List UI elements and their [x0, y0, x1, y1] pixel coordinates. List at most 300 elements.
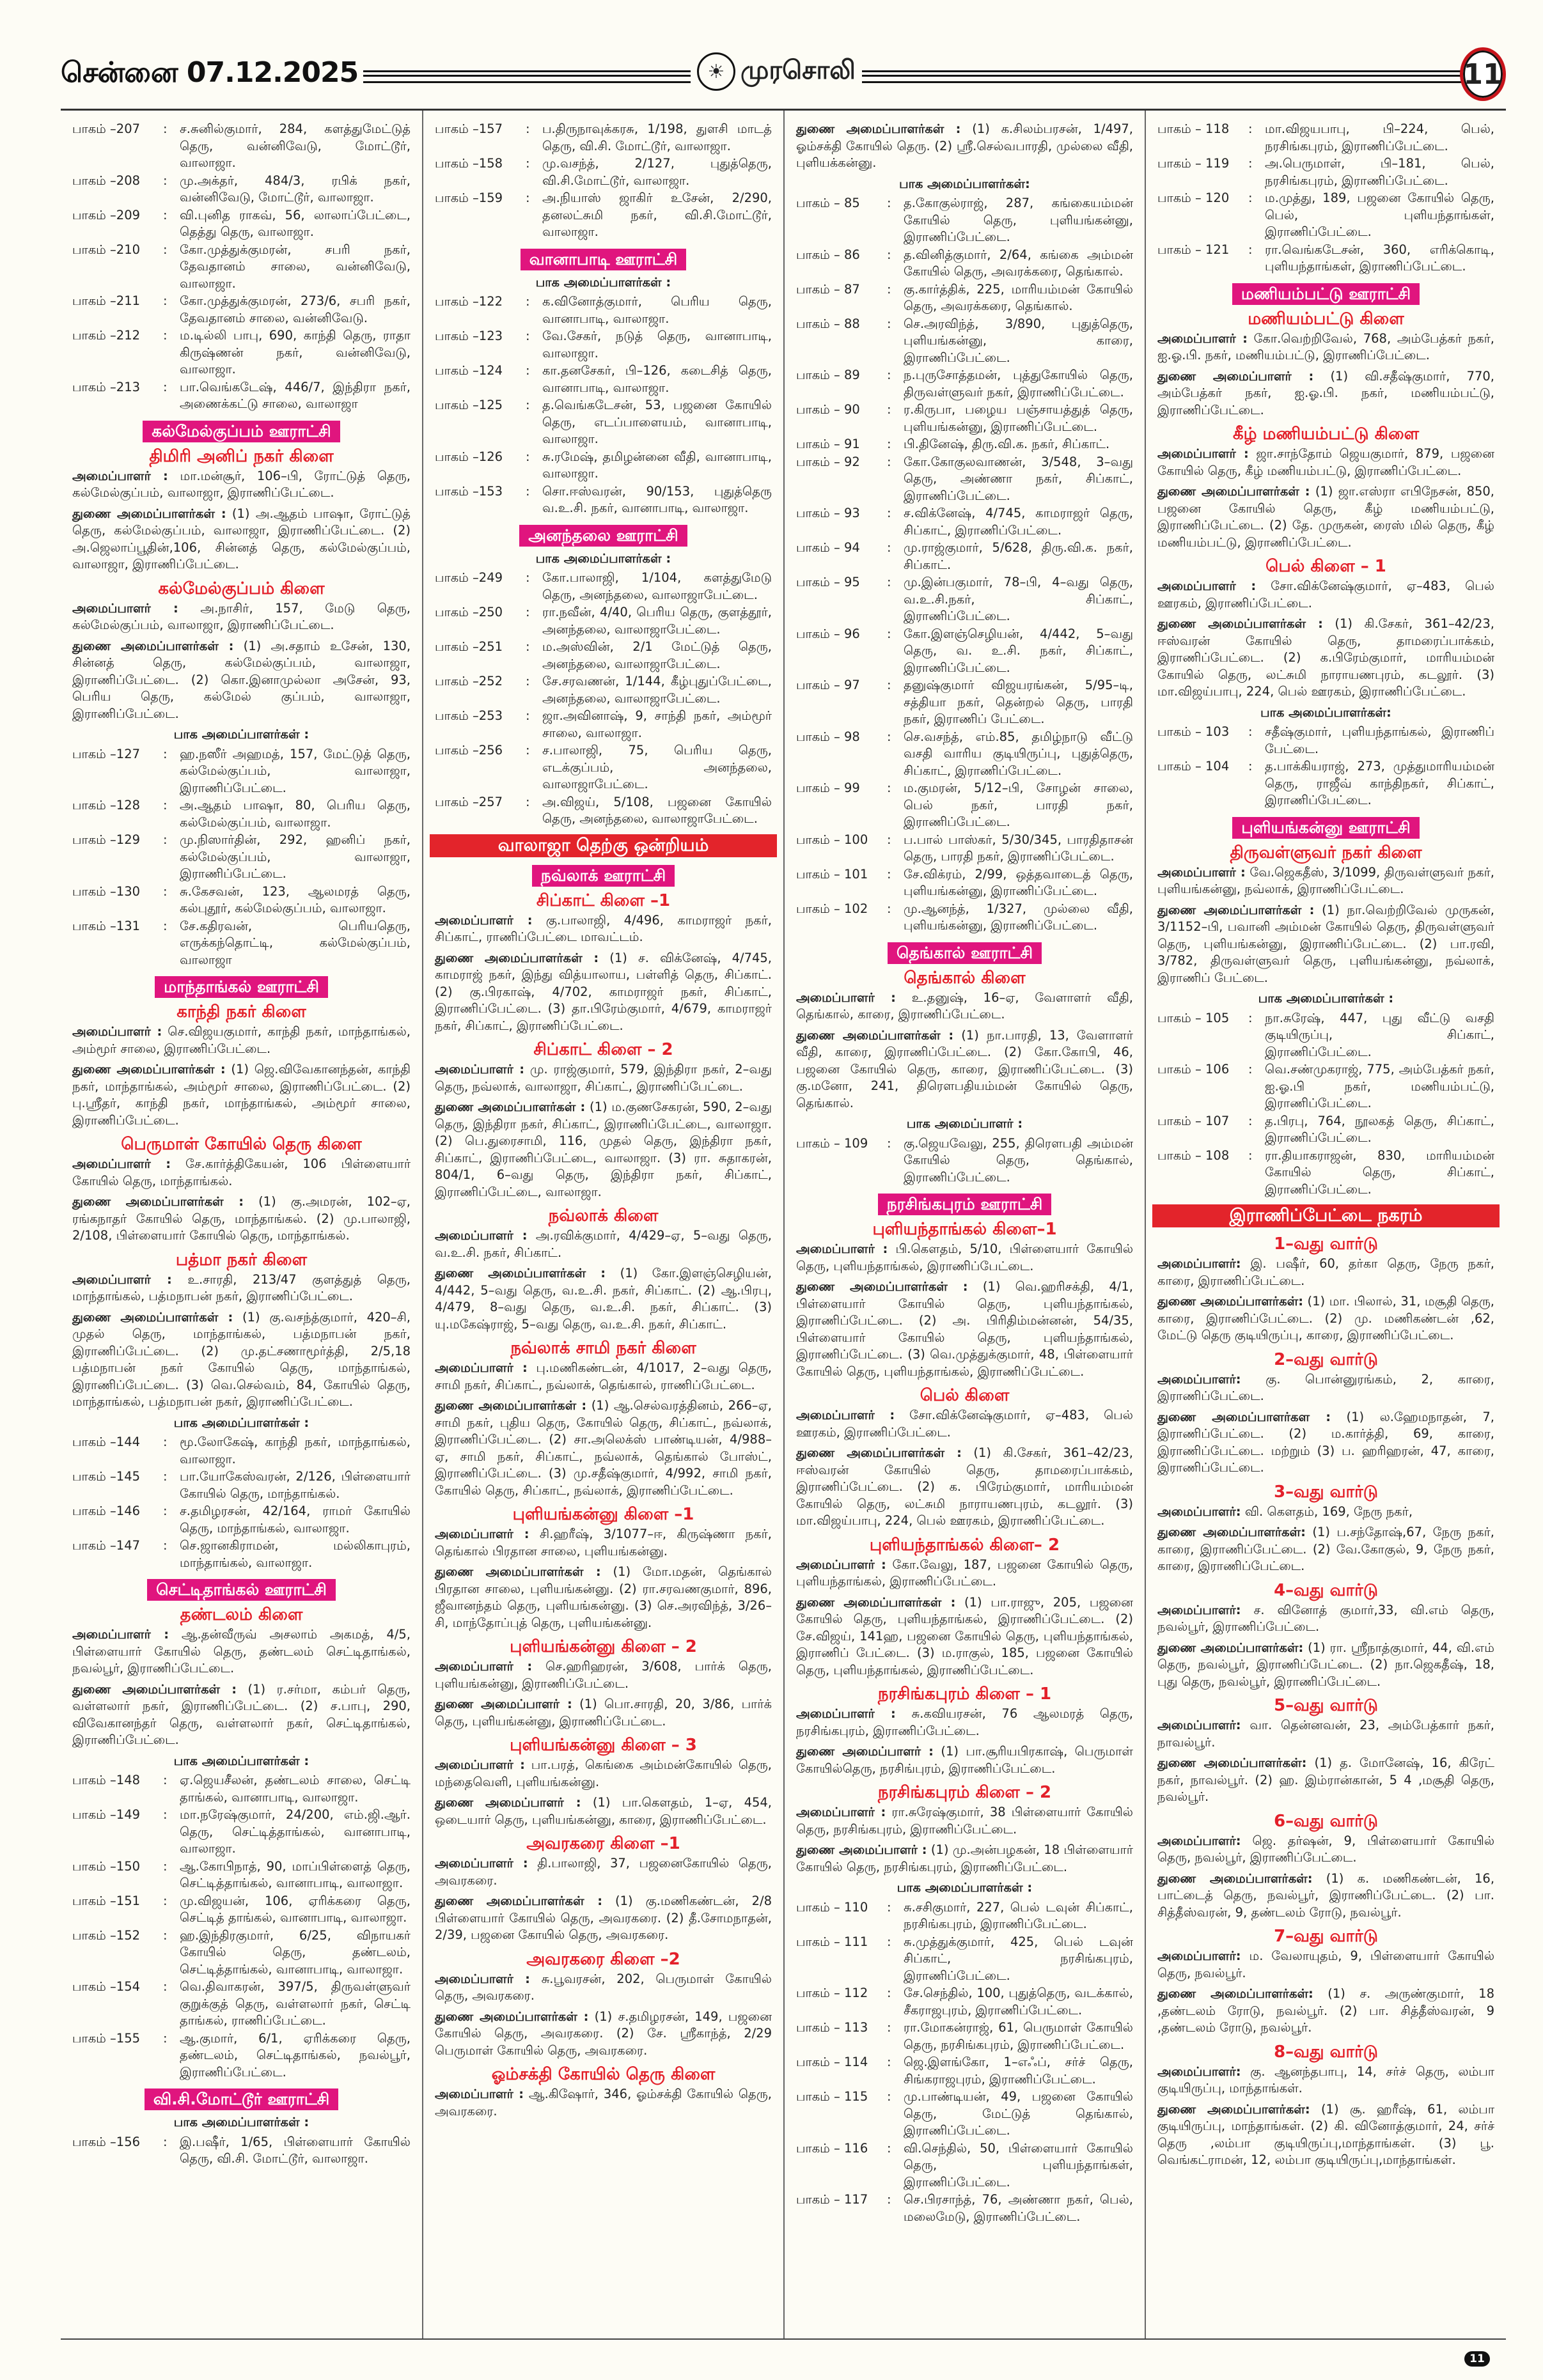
- booth-number: பாகம் – 102: [796, 901, 868, 916]
- role-details: (1) சூ. ஹரீஷ், 61, லம்பா குடியிருப்பு, மாந்தாங்கள். (2) கி. வினோத்குமார், 24, சர்ச் தெரு ,லம்பா குடியிருப்பு,மாந்தாங்கள். (3) பூ. வெங்கட்ராமன், 12, லம்பா குடியிருப்பு,மாந்தாங்கள்.: [1157, 2101, 1495, 2167]
- organiser-paragraph: [72, 1156, 411, 1190]
- booth-entry: [435, 155, 772, 189]
- role-label: அமைப்பாளர் :: [435, 1971, 530, 1986]
- booth-number: பாகம் – 119: [1157, 156, 1230, 171]
- separator: :: [163, 173, 168, 188]
- booth-organiser: சே.சரவணன், 1/144, கீழ்புதுப்பேட்டை, அனந்தலை, வாலாஜாபேட்டை.: [542, 674, 772, 706]
- booth-organiser: ச.சுனில்குமார், 284, களத்துமேட்டுத் தெரு, வன்னிவேடு, மோட்டூர், வாலாஜா.: [180, 121, 411, 170]
- booth-organiser: அ.விஜய், 5/108, பஜனை கோயில் தெரு, அனந்தலை, வாலாஜாபேட்டை.: [542, 794, 772, 826]
- organiser-paragraph: [1157, 483, 1494, 551]
- role-label: துணை அமைப்பாளர்கள் :: [1157, 902, 1315, 917]
- booth-number: பாகம் –213: [72, 379, 141, 394]
- booth-number: பாகம் – 113: [796, 2020, 868, 2035]
- booth-organiser: பி.தினேஷ், திரு.வி.க. நகர், சிப்காட்.: [904, 437, 1110, 451]
- separator: :: [163, 1504, 168, 1518]
- booth-entry: [796, 866, 1133, 900]
- separator: :: [887, 454, 891, 469]
- booth-number: பாகம் –144: [72, 1435, 141, 1449]
- booth-number: பாகம் – 105: [1157, 1010, 1230, 1025]
- dateline: சென்னை 07.12.2025: [61, 56, 363, 93]
- booth-entry: [796, 401, 1133, 435]
- booth-number: பாகம் –207: [72, 121, 141, 136]
- booth-organiser: ஹ.இந்திரகுமார், 6/25, விநாயகர் கோயில் தெரு, தண்டலம், செட்டித்தாங்கல், வானாபாடி, வாலாஜா.: [180, 1927, 411, 1977]
- booth-organiser: பா.வெங்கடேஷ், 446/7, இந்திரா நகர், அணைக்கட்டு சாலை, வாலாஜா: [180, 379, 411, 411]
- separator: :: [887, 626, 891, 641]
- booth-number: பாகம் –152: [72, 1927, 141, 1943]
- separator: :: [163, 883, 168, 899]
- organiser-paragraph: [796, 1557, 1133, 1591]
- role-label: துணை அமைப்பாளர்கள்:: [1157, 2101, 1310, 2117]
- role-details: (1) கு.மணிகண்டன், 2/8 பிள்ளையார் கோயில் தெரு, அவரகரை. (2) தீ.சோமநாதன், 2/39, பஜனை கோயில் தெரு, அவரகரை.: [435, 1894, 772, 1942]
- branch-heading: பெல் கிளை – 1: [1265, 557, 1386, 576]
- role-details: சி.ஹரீஷ், 3/1077–ஈ, கிருஷ்ணா நகர், தெங்கால் பிரதான சாலை, புளியங்கன்னு.: [435, 1527, 772, 1559]
- booth-entry: [796, 2191, 1133, 2225]
- organiser-paragraph: [1157, 1948, 1494, 1982]
- booth-number: பாகம் – 94: [796, 540, 860, 555]
- organiser-paragraph: [796, 1842, 1133, 1876]
- role-details: ஜா.சாந்தோம் ஜெயகுமார், 879, பஜனை கோயில் தெரு, கீழ் மணியம்பட்டு, இராணிப்பேட்டை.: [1157, 446, 1494, 478]
- separator: :: [887, 540, 891, 555]
- booth-number: பாகம் – 88: [796, 316, 860, 331]
- separator: :: [887, 1986, 891, 2000]
- role-details: அ.ரவிக்குமார், 4/429–ஏ, 5–வது தெரு, வ.உ.சி. நகர், சிப்காட்.: [435, 1228, 772, 1260]
- booth-entry: [72, 1927, 411, 1979]
- separator: :: [163, 1435, 168, 1449]
- separator: :: [887, 1934, 891, 1949]
- column-2: [422, 111, 783, 2338]
- separator: :: [526, 191, 530, 205]
- booth-organiser: பா.யோகேஸ்வரன், 2/126, பிள்ளையார் கோயில் தெரு, மாந்தாங்கல்.: [180, 1469, 411, 1501]
- separator: :: [163, 1773, 168, 1787]
- branch-heading: 5–வது வார்டு: [1274, 1696, 1378, 1715]
- branch-heading: நவ்லாக் கிளை: [548, 1206, 659, 1225]
- booth-number: பாகம் – 99: [796, 781, 860, 795]
- role-details: (1) கி.சேகர், 361–42/23, ஈஸ்வரன் கோயில் தெரு, தாமரைப்பாக்கம், இராணிப்பேட்டை. (2) க.பிரேம்குமார், மாரியம்மன் கோயில் தெரு, லட்சுமி நாராயணபுரம், கடலூர். (3) மா.விஜய்பாபு, 224, பெல் ஊரகம், இராணிப்பேட்டை.: [1157, 616, 1494, 699]
- separator: :: [887, 196, 891, 210]
- booth-entry: [435, 639, 772, 673]
- role-label: அமைப்பாளர் :: [1157, 579, 1257, 593]
- booth-entry: [72, 797, 411, 831]
- organiser-paragraph: [72, 1626, 411, 1677]
- booth-number: பாகம் – 103: [1157, 724, 1230, 739]
- separator: :: [163, 1807, 168, 1822]
- booth-organiser: மு.வசந்த், 2/127, புதுத்தெரு, வி.சி.மோட்டூர், வாலாஜா.: [542, 156, 772, 188]
- role-label: துணை அமைப்பாளர்கள் :: [435, 950, 599, 965]
- booth-entry: [796, 901, 1133, 935]
- separator: :: [1248, 191, 1253, 205]
- booth-organiser: கோ.கோகுலவாணன், 3/548, 3–வது தெரு, அண்ணா நகர், சிப்காட், இராணிப்பேட்டை.: [904, 454, 1133, 503]
- role-label: துணை அமைப்பாளர்கள்:: [1157, 1871, 1313, 1886]
- role-label: அமைப்பாளர் :: [796, 990, 896, 1005]
- organiser-paragraph: [435, 1526, 772, 1560]
- role-details: (1) அ.ஆதம் பாஷா, ரோட்டுத் தெரு, கல்மேல்குப்பம், வாலாஜா, இராணிப்பேட்டை. (2) அ.ஜெலாப்பூதின்,106, சின்னத் தெரு, கல்மேல்குப்பம், வாலாஜா, இராணிப்பேட்டை.: [72, 506, 411, 572]
- booth-number: பாகம் – 89: [796, 368, 860, 382]
- branch-heading: காந்தி நகர் கிளை: [176, 1002, 306, 1022]
- booth-entry: [435, 190, 772, 241]
- role-label: துணை அமைப்பாளர்கள் :: [72, 1194, 244, 1209]
- booth-number: பாகம் –257: [435, 794, 503, 809]
- role-details: மா.மன்சூர், 106–பி, ரோட்டுத் தெரு, கல்மேல்குப்பம், வாலாஜா, இராணிப்பேட்டை.: [72, 468, 411, 500]
- separator: :: [163, 798, 168, 813]
- role-details: (1) ரா. ஸ்ரீநாத்குமார், 44, வி.எம் தெரு, நவல்பூர், இராணிப்பேட்டை. (2) நா.ஜெகதீஷ், 18, புது தெரு, நவல்பூர், இராணிப்பேட்டை.: [1157, 1640, 1494, 1689]
- branch-heading: நரசிங்கபுரம் கிளை – 2: [877, 1783, 1052, 1802]
- column-1: [61, 111, 422, 2338]
- booth-organiser: கு.கார்த்திக், 225, மாரியம்மன் கோயில் தெரு, அவரக்கரை, தெங்கால்.: [904, 281, 1133, 313]
- booth-organiser: செ.வசந்த், எம்.85, தமிழ்நாடு வீட்டு வசதி வாரிய குடியிருப்பு, புதுத்தெரு, சிப்காட், இராணிப்பேட்டை.: [904, 729, 1133, 778]
- booth-organiser: மு.ராஜ்குமார், 5/628, திரு.வி.க. நகர், சிப்காட்.: [904, 540, 1133, 572]
- role-details: பு.மணிகண்டன், 4/1017, 2–வது தெரு, சாமி நகர், சிப்காட், நவ்லாக், தெங்கால், ராணிப்பேட்டை.: [435, 1360, 772, 1392]
- booth-entry: [435, 794, 772, 828]
- role-details: பி.கௌதம், 5/10, பிள்ளையார் கோயில் தெரு, புளியந்தாங்கல், இராணிப்பேட்டை.: [796, 1241, 1134, 1273]
- organiser-paragraph: [796, 1241, 1133, 1275]
- organiser-paragraph: [1157, 616, 1494, 701]
- organiser-paragraph: [72, 600, 411, 634]
- role-details: உ.சாரதி, 213/47 குளத்துத் தெரு, மாந்தாங்கல், பத்மநாபன் நகர், இராணிப்பேட்டை.: [72, 1272, 411, 1303]
- branch-heading: புளியந்தாங்கல் கிளை– 2: [869, 1535, 1060, 1555]
- panchayat-banner: செட்டிதாங்கல் ஊராட்சி: [147, 1579, 336, 1601]
- booth-organiser: ச.பாலாஜி, 75, பெரிய தெரு, எடக்குப்பம், அனந்தலை, வாலாஜாபேட்டை.: [542, 743, 772, 791]
- booth-entry: [1157, 1010, 1494, 1061]
- separator: :: [887, 1899, 891, 1915]
- role-details: (1) பா.ராஜு, 205, பஜனை கோயில் தெரு, புளியந்தாங்கல், இராணிப்பேட்டை. (2) சே.விஜய், 141ஹ, பஜனை கோயில் தெரு, புளியந்தாங்கல், இராணிப் பேட்டை. (3) ம.ராகுல், 185, பஜனை கோயில் தெரு, புளியந்தாங்கல், இராணிப்பேட்டை.: [796, 1594, 1133, 1677]
- role-details: ச. வினோத் குமார்,33, வி.எம் தெரு, நவல்பூர், இராணிப்பேட்டை.: [1157, 1602, 1494, 1634]
- role-details: அ.நாசிர், 157, மேடு தெரு, கல்மேல்குப்பம், வாலாஜா, இராணிப்பேட்டை.: [72, 600, 411, 632]
- organiser-paragraph: [1157, 446, 1494, 479]
- booth-entry: [796, 1135, 1133, 1186]
- booth-number: பாகம் – 120: [1157, 191, 1230, 205]
- booth-number: பாகம் –123: [435, 329, 503, 343]
- organiser-paragraph: [796, 1804, 1133, 1838]
- subheading: பாக அமைப்பாளர்கள் :: [1258, 991, 1394, 1006]
- booth-number: பாகம் – 109: [796, 1135, 868, 1151]
- booth-organiser: மு.பாண்டியன், 49, பஜனை கோயில் தெரு, மேட்டுத் தெங்கால், இராணிப்பேட்டை.: [904, 2089, 1133, 2138]
- booth-organiser: ர.கிருபா, பழைய பஞ்சாயத்துத் தெரு, புளியங்கன்னு, இராணிப்பேட்டை.: [904, 402, 1133, 434]
- role-label: துணை அமைப்பாளர் :: [796, 1842, 927, 1857]
- separator: :: [526, 121, 530, 136]
- booth-entry: [796, 2019, 1133, 2053]
- booth-organiser: மா.விஜயபாபு, பி–224, பெல், நரசிங்கபுரம், இராணிப்பேட்டை.: [1265, 121, 1494, 153]
- booth-entry: [435, 742, 772, 793]
- branch-heading: நரசிங்கபுரம் கிளை – 1: [877, 1684, 1052, 1704]
- booth-organiser: சு.ரமேஷ், தமிழன்னை வீதி, வானாபாடி, வாலாஜா.: [542, 449, 772, 481]
- booth-number: பாகம் –131: [72, 918, 141, 933]
- role-label: துணை அமைப்பாளர் :: [796, 1744, 934, 1759]
- organiser-paragraph: [72, 1023, 411, 1057]
- booth-number: பாகம் –208: [72, 173, 141, 188]
- role-label: அமைப்பாளர் :: [796, 1557, 886, 1572]
- booth-entry: [796, 1934, 1133, 1985]
- booth-number: பாகம் –145: [72, 1469, 141, 1484]
- booth-entry: [72, 173, 411, 206]
- booth-organiser: மு.நிஸார்தின், 292, ஹனிப் நகர், கல்மேல்குப்பம், வாலாஜா, இராணிப்பேட்டை.: [180, 832, 411, 881]
- booth-organiser: அ.பெருமாள், பி–181, பெல், நரசிங்கபுரம், இராணிப்பேட்டை.: [1265, 156, 1494, 188]
- organiser-paragraph: [1157, 1293, 1494, 1344]
- branch-heading: திருவள்ளுவர் நகர் கிளை: [1230, 843, 1422, 862]
- booth-entry: [796, 2088, 1133, 2140]
- booth-organiser: கோ.இளஞ்செழியன், 4/442, 5–வது தெரு, வ. உ.சி. நகர், சிப்காட், இராணிப்பேட்டை.: [904, 626, 1133, 675]
- booth-organiser: ரா.தியாகராஜன், 830, மாரியம்மன் கோயில் தெரு, சிப்காட், இராணிப்பேட்டை.: [1265, 1147, 1494, 1197]
- organiser-paragraph: [796, 1407, 1133, 1441]
- role-label: துணை அமைப்பாளர்கள் :: [435, 1266, 606, 1280]
- separator: :: [1248, 759, 1253, 774]
- organiser-paragraph: [796, 121, 1133, 172]
- panchayat-banner: கல்மேல்குப்பம் ஊராட்சி: [143, 421, 340, 442]
- booth-entry: [72, 883, 411, 917]
- separator: :: [1248, 1062, 1253, 1077]
- role-details: உ.தனுஷ், 16–ஏ, வேளாளர் வீதி, தெங்கால், காரை, இராணிப்பேட்டை.: [796, 990, 1133, 1022]
- role-details: கு.பாலாஜி, 4/496, காமராஜர் நகர், சிப்காட், ராணிப்பேட்டை மாவட்டம்.: [435, 912, 772, 944]
- role-label: துணை அமைப்பாளர் :: [435, 1697, 572, 1711]
- role-details: (1) ச.தமிழரசன், 149, பஜனை கோயில் தெரு, அவரகரை. (2) சே. ஸ்ரீகாந்த், 2/29 பெருமாள் கோயில் தெரு, அவரகரை.: [435, 2009, 772, 2058]
- branch-heading: ஓம்சக்தி கோயில் தெரு கிளை: [491, 2065, 716, 2084]
- role-details: ம. வேலாயுதம், 9, பிள்ளையார் கோயில் தெரு, நவல்பூர்.: [1157, 1948, 1495, 1980]
- separator: :: [526, 483, 530, 499]
- booth-organiser: சு.முத்துக்குமார், 425, பெல் டவுன் சிப்காட், நரசிங்கபுரம், இராணிப்பேட்டை.: [904, 1934, 1133, 1983]
- subheading: பாக அமைப்பாளர்கள் :: [173, 1753, 309, 1768]
- booth-number: பாகம் – 108: [1157, 1147, 1230, 1163]
- booth-number: பாகம் – 107: [1157, 1113, 1230, 1128]
- role-label: துணை அமைப்பாளர்கள்:: [1157, 1986, 1313, 2001]
- booth-number: பாகம் –147: [72, 1538, 141, 1553]
- separator: :: [163, 207, 168, 222]
- role-label: துணை அமைப்பாளர்கள் :: [72, 1062, 226, 1077]
- organiser-paragraph: [435, 1397, 772, 1499]
- booth-number: பாகம் –252: [435, 674, 503, 688]
- role-details: (1) கு.அமரன், 102–ஏ, ரங்கநாதர் கோயில் தெரு, மாந்தாங்கல். (2) மு.பாலாஜி, 2/108, பிள்ளையார் கோயில் தெரு, மாந்தாங்கல்.: [72, 1194, 411, 1243]
- booth-organiser: ம.முத்து, 189, பஜனை கோயில் தெரு, பெல், புளியந்தாங்கள், இராணிப்பேட்டை.: [1265, 191, 1494, 239]
- organiser-paragraph: [796, 990, 1133, 1023]
- booth-entry: [796, 780, 1133, 831]
- role-label: அமைப்பாளர் :: [796, 1706, 896, 1721]
- booth-number: பாகம் – 85: [796, 196, 860, 210]
- booth-entry: [72, 1979, 411, 2030]
- role-label: அமைப்பாளர் :: [435, 1062, 525, 1077]
- role-label: துணை அமைப்பாளர்கள் :: [796, 121, 961, 136]
- role-label: அமைப்பாளர் :: [72, 1156, 171, 1171]
- role-details: கோ.வெற்றிவேல், 768, அம்பேத்கர் நகர், ஐ.ஓ.பி. நகர், மணியம்பட்டு, இராணிப்பேட்டை.: [1157, 331, 1494, 362]
- booth-number: பாகம் –128: [72, 798, 141, 813]
- booth-entry: [72, 1807, 411, 1858]
- role-label: துணை அமைப்பாளர்கள் :: [796, 1279, 968, 1294]
- organiser-paragraph: [435, 1757, 772, 1791]
- booth-number: பாகம் – 98: [796, 729, 860, 744]
- separator: :: [526, 674, 530, 688]
- separator: :: [163, 1858, 168, 1874]
- booth-organiser: ம.டில்லி பாபு, 690, காந்தி தெரு, ராதா கிருஷ்ணன் நகர், வன்னிவேடு, வாலாஜா.: [180, 328, 411, 377]
- role-label: துணை அமைப்பாளர்கள் :: [72, 1309, 233, 1325]
- role-details: (1) வி.சதீஷ்குமார், 770, அம்பேத்கர் நகர், ஐ.ஓ.பி. நகர், மணியம்பட்டு, இராணிப்பேட்டை.: [1157, 368, 1494, 417]
- organiser-paragraph: [1157, 1409, 1494, 1477]
- booth-entry: [72, 207, 411, 241]
- branch-heading: 1–வது வார்டு: [1274, 1234, 1378, 1254]
- booth-organiser: ரா.நவீன், 4/40, பெரிய தெரு, குளத்தூர், அனந்தலை, வாலாஜாபேட்டை.: [542, 605, 772, 637]
- booth-number: பாகம் –151: [72, 1893, 141, 1908]
- separator: :: [163, 1893, 168, 1908]
- role-label: துணை அமைப்பாளர்கள் :: [72, 638, 234, 653]
- role-label: துணை அமைப்பாளர்கள் :: [72, 506, 226, 521]
- role-label: அமைப்பாளர் :: [435, 1228, 528, 1243]
- branch-heading: நவ்லாக் சாமி நகர் கிளை: [510, 1339, 696, 1358]
- role-label: அமைப்பாளர் :: [1157, 331, 1248, 346]
- role-details: ஜெ. தர்ஷன், 9, பிள்ளையார் கோயில் தெரு, நவல்பூர், இராணிப்பேட்டை.: [1157, 1833, 1495, 1865]
- booth-number: பாகம் – 115: [796, 2089, 868, 2104]
- booth-number: பாகம் – 97: [796, 678, 860, 692]
- booth-entry: [435, 293, 772, 327]
- separator: :: [163, 121, 168, 136]
- panchayat-banner: புளியங்கன்னு ஊராட்சி: [1232, 817, 1419, 839]
- role-label: துணை அமைப்பாளர்கள் :: [1157, 616, 1323, 631]
- role-details: (1) ஆ.செல்வரத்தினம், 266–ஏ, சாமி நகர், புதிய தெரு, கோயில் தெரு, சிப்காட், நவ்லாக், இராணிப்பேட்டை. (2) சா.அலெக்ஸ் பாண்டியன், 4/988–ஏ, சாமி நகர், சிப்காட், நவ்லாக், தெங்கால் போஸ்ட், இராணிப்பேட்டை. (3) மு.சதீஷ்குமார், 4/992, சாமி நகர், கோயில் தெரு, சிப்காட், நவ்லாக், இராணிப்பேட்டை.: [435, 1398, 772, 1498]
- booth-number: பாகம் –159: [435, 191, 503, 205]
- booth-organiser: கோ.பாலாஜி, 1/104, களத்துமேடு தெரு, அனந்தலை, வாலாஜாபேட்டை.: [542, 570, 772, 602]
- organiser-paragraph: [72, 1061, 411, 1129]
- role-details: சே.கார்த்திகேயன், 106 பிள்ளையார் கோயில் தெரு, மாந்தாங்கல்.: [72, 1156, 411, 1188]
- role-label: அமைப்பாளர்:: [1157, 1602, 1241, 1617]
- role-details: (1) மா. பிலால், 31, மசூதி தெரு, காரை, இராணிப்பேட்டை. (2) மு. மணிகண்டன் ,62, மேட்டு தெரு குடியிருப்பு, காரை, இராணிப்பேட்டை.: [1157, 1294, 1495, 1342]
- role-label: அமைப்பாளர் :: [435, 1856, 528, 1871]
- panchayat-banner: நரசிங்கபுரம் ஊராட்சி: [878, 1194, 1052, 1215]
- organiser-paragraph: [796, 1706, 1133, 1739]
- booth-organiser: த.பிரபு, 764, நூலகத் தெரு, சிப்காட், இராணிப்பேட்டை.: [1265, 1113, 1494, 1145]
- booth-number: பாகம் –157: [435, 121, 503, 136]
- branch-heading: பெருமாள் கோயில் தெரு கிளை: [121, 1135, 362, 1154]
- role-details: சு.கவியரசன், 76 ஆலமரத் தெரு, நரசிங்கபுரம், இராணிப்பேட்டை.: [796, 1706, 1133, 1738]
- booth-number: பாகம் – 93: [796, 506, 860, 520]
- booth-number: பாகம் – 95: [796, 575, 860, 589]
- separator: :: [1248, 1113, 1253, 1128]
- role-details: (1) ம.குணசேகரன், 590, 2–வது தெரு, இந்திரா நகர், சிப்காட், இராணிப்பேட்டை, வாலாஜா. (2) பெ.துரைசாமி, 116, முதல் தெரு, இந்திரா நகர், சிப்காட், இராணிப்பேட்டை, வாலாஜா. (3) ரா. சுதாகரன், 804/1, 6–வது தெரு, இந்திரா நகர், சிப்காட், இராணிப்பேட்டை, வாலாஜா.: [435, 1100, 772, 1199]
- booth-organiser: த.வெங்கடேசன், 53, பஜனை கோயில் தெரு, எடப்பாளையம், வானாபாடி, வாலாஜா.: [542, 398, 772, 446]
- booth-entry: [796, 1985, 1133, 2019]
- booth-entry: [1157, 724, 1494, 758]
- booth-organiser: மா.நரேஷ்குமார், 24/200, எம்.ஜி.ஆர். தெரு, செட்டித்தாங்கல், வானாபாடி, வாலாஜா.: [180, 1807, 411, 1856]
- booth-entry: [72, 1537, 411, 1571]
- booth-number: பாகம் – 100: [796, 832, 868, 847]
- role-label: துணை அமைப்பாளர் :: [435, 1795, 581, 1810]
- role-details: கு. ஆனந்தபாபு, 14, சர்ச் தெரு, லம்பா குடியிருப்பு, மாந்தாங்கள்.: [1157, 2064, 1494, 2096]
- booth-entry: [796, 832, 1133, 866]
- organiser-paragraph: [1157, 1640, 1494, 1691]
- booth-entry: [72, 746, 411, 797]
- separator: :: [526, 294, 530, 309]
- booth-entry: [72, 2134, 411, 2168]
- booth-entry: [796, 505, 1133, 539]
- separator: :: [163, 918, 168, 933]
- role-label: துணை அமைப்பாளர்கள்:: [1157, 1640, 1304, 1655]
- branch-heading: புளியந்தாங்கல் கிளை–1: [872, 1220, 1057, 1239]
- separator: :: [1248, 724, 1253, 739]
- organiser-paragraph: [796, 1445, 1133, 1530]
- branch-heading: 7–வது வார்டு: [1274, 1927, 1378, 1946]
- organiser-paragraph: [435, 2009, 772, 2060]
- separator: :: [163, 379, 168, 394]
- booth-organiser: ம.குமரன், 5/12–பி, சோழன் சாலை, பெல் நகர், பாரதி நகர், இராணிப்பேட்டை.: [904, 781, 1133, 829]
- separator: :: [887, 2055, 891, 2069]
- subheading: பாக அமைப்பாளர்கள் :: [173, 1415, 309, 1430]
- booth-number: பாகம் –130: [72, 883, 141, 899]
- booth-organiser: சு.கேசவன், 123, ஆலமரத் தெரு, கல்புதூர், கல்மேல்குப்பம், வாலாஜா.: [180, 883, 411, 915]
- role-details: (1) ச. அருண்குமார், 18 ,தண்டலம் ரோடு, நவல்பூர். (2) பா. சித்தீஸ்வரன், 9 ,தண்டலம் ரோடு, நவல்பூர்.: [1157, 1986, 1494, 2035]
- booth-entry: [1157, 1061, 1494, 1112]
- separator: :: [163, 1538, 168, 1553]
- booth-entry: [435, 673, 772, 707]
- union-banner: வாலாஜா தெற்கு ஒன்றியம்: [430, 834, 777, 857]
- subheading: பாக அமைப்பாளர் :: [906, 1116, 1023, 1131]
- booth-entry: [1157, 1147, 1494, 1199]
- role-label: அமைப்பாளர் :: [72, 468, 168, 483]
- booth-number: பாகம் –156: [72, 2134, 141, 2149]
- role-label: துணை அமைப்பாளர்கள் :: [796, 1027, 954, 1043]
- branch-heading: திமிரி அனிப் நகர் கிளை: [149, 446, 334, 466]
- role-details: (1) கோ.இளஞ்செழியன், 4/442, 5–வது தெரு, வ.உ.சி. நகர், சிப்காட். (2) ஆ.பிரபு, 4/479, 8–வது தெரு, வ.உ.சி. நகர், சிப்காட். (3) யு.மகேஷ்ராஜ், 5–வது தெரு, வ.உ.சி. நகர், சிப்காட்.: [435, 1266, 772, 1332]
- role-label: துணை அமைப்பாளர்கள் :: [435, 1894, 602, 1908]
- role-details: (1) மோ.மதன், தெங்கால் பிரதான சாலை, புளியங்கன்னு. (2) ரா.சரவணகுமார், 896, ஜீவானந்தம் தெரு, புளியங்கன்னு. (3) செ.அரவிந்த், 3/26–சி, மாந்தோப்புத் தெரு, புளியங்கன்னு.: [435, 1564, 772, 1630]
- organiser-paragraph: [435, 1658, 772, 1692]
- booth-entry: [72, 327, 411, 378]
- role-details: செ.ஹரிஹரன், 3/608, பார்க் தெரு, புளியங்கன்னு, இராணிப்பேட்டை.: [435, 1659, 772, 1691]
- organiser-paragraph: [1157, 864, 1494, 898]
- booth-organiser: மு.அக்தர், 484/3, ரபிக் நகர், வன்னிவேடு, மோட்டூர், வாலாஜா.: [180, 173, 411, 205]
- role-label: அமைப்பாளர் :: [435, 1360, 528, 1375]
- booth-organiser: ப.பால் பாஸ்கர், 5/30/345, பாரதிதாசன் தெரு, பாரதி நகர், இராணிப்பேட்டை.: [904, 832, 1133, 864]
- separator: :: [163, 1979, 168, 1994]
- booth-entry: [72, 1893, 411, 1927]
- booth-organiser: மு.இன்பகுமார், 78–பி, 4–வது தெரு, வ.உ.சி.நகர், சிப்காட், இராணிப்பேட்டை.: [904, 575, 1133, 623]
- role-label: அமைப்பாளர் :: [796, 1241, 888, 1256]
- branch-heading: புளியங்கன்னு கிளை – 3: [510, 1736, 697, 1755]
- booth-entry: [435, 397, 772, 448]
- separator: :: [526, 329, 530, 343]
- separator: :: [163, 328, 168, 343]
- role-label: துணை அமைப்பாளர்கள் :: [435, 1564, 601, 1579]
- booth-entry: [796, 281, 1133, 315]
- booth-entry: [72, 832, 411, 883]
- organiser-paragraph: [72, 1309, 411, 1411]
- subheading: பாக அமைப்பாளர்கள் :: [173, 2115, 309, 2129]
- role-details: செ.விஜயகுமார், காந்தி நகர், மாந்தாங்கல், அம்மூர் சாலை, இராணிப்பேட்டை.: [72, 1024, 411, 1056]
- branch-heading: அவரகரை கிளை –1: [526, 1834, 680, 1853]
- role-details: (1) ல.ஹேமநாதன், 7, இராணிப்பேட்டை. (2) ம.கார்த்தி, 69, காரை, இராணிப்பேட்டை. மற்றும் (3) ப. ஹரிஹரன், 47, காரை, இராணிப்பேட்டை.: [1157, 1409, 1494, 1475]
- panchayat-banner: நவ்லாக் ஊராட்சி: [532, 865, 675, 887]
- panchayat-banner: அனந்தலை ஊராட்சி: [519, 525, 687, 547]
- booth-number: பாகம் –158: [435, 156, 503, 171]
- role-details: (1) கி.சேகர், 361–42/23, ஈஸ்வரன் கோயில் தெரு, தாமரைப்பாக்கம், இராணிப்பேட்டை. (2) க. பிரேம்குமார், மாரியம்மன் கோயில் தெரு, லட்சுமி நாராயணபுரம், கடலூர். (3) மா.விஜய்பாபு, 224, பெல் ஊரகம், இராணிப்பேட்டை.: [796, 1445, 1133, 1528]
- organiser-paragraph: [1157, 1371, 1494, 1405]
- booth-organiser: ரா.வெங்கடேசன், 360, எரிக்கொடி, புளியந்தாங்கள், இராணிப்பேட்டை.: [1265, 242, 1494, 274]
- separator: :: [887, 402, 891, 417]
- role-details: வே.ஜெகதீஸ், 3/1099, திருவள்ளுவர் நகர், புளியங்கன்னு, நவ்லாக், இராணிப்பேட்டை.: [1157, 864, 1494, 896]
- booth-number: பாகம் – 116: [796, 2140, 868, 2156]
- role-details: (1) நா.வெற்றிவேல் முருகன், 3/1152–பி, பவானி அம்மன் கோயில் தெரு, திருவள்ளுவர் தெரு, புளியங்கன்னு, இராணிப்பேட்டை. (2) பா.ரவி, 3/782, திருவள்ளுவர் தெரு, புளியங்கன்னு, நவ்லாக், இராணிப் பேட்டை.: [1157, 902, 1494, 985]
- booth-organiser: ஆ.கோபிநாத், 90, மாப்பிள்ளைத் தெரு, செட்டித்தாங்கல், வானாபாடி, வாலாஜா.: [180, 1858, 411, 1890]
- organiser-paragraph: [1157, 1504, 1494, 1521]
- booth-number: பாகம் –155: [72, 2030, 141, 2046]
- role-details: (1) பா.கௌதம், 1–ஏ, 454, ஒடையார் தெரு, புளியங்கன்னு, காரை, இராணிப்பேட்டை.: [435, 1795, 772, 1827]
- booth-number: பாகம் –125: [435, 398, 503, 412]
- role-label: அமைப்பாளர் :: [435, 1527, 529, 1541]
- booth-organiser: அ.ஆதம் பாஷா, 80, பெரிய தெரு, கல்மேல்குப்பம், வாலாஜா.: [180, 798, 411, 830]
- separator: :: [1248, 242, 1253, 257]
- role-label: அமைப்பாளர் :: [72, 1024, 162, 1039]
- separator: :: [887, 575, 891, 589]
- booth-entry: [72, 1434, 411, 1468]
- branch-heading: அவரகரை கிளை –2: [526, 1949, 680, 1969]
- organiser-paragraph: [435, 1360, 772, 1394]
- booth-entry: [796, 195, 1133, 246]
- booth-organiser: த.வினித்குமார், 2/64, கங்கை அம்மன் கோயில் தெரு, அவரக்கரை, தெங்கால்.: [904, 247, 1133, 279]
- role-label: அமைப்பாளர்:: [1157, 1948, 1241, 1963]
- branch-heading: பெல் கிளை: [920, 1386, 1010, 1405]
